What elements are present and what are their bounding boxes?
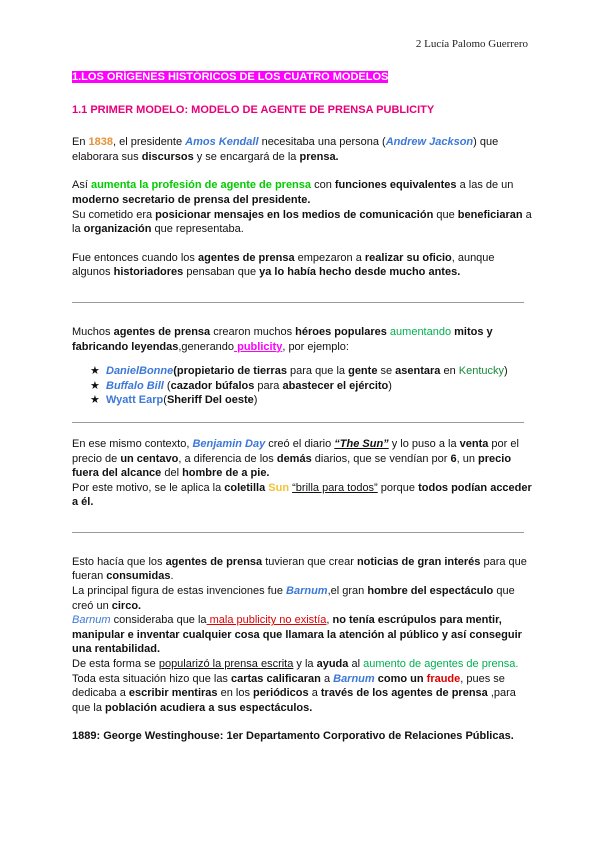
star-icon: ★ bbox=[90, 365, 100, 378]
paragraph-5: Muchos agentes de prensa crearon muchos héroes populares aumentando mitos y fabricando leyendas,generando publicity, por ejemplo: bbox=[72, 325, 493, 353]
paragraph-13: 1889: George Westinghouse: 1er Departamento Corporativo de Relaciones Públicas. bbox=[72, 730, 514, 743]
examples-list bbox=[72, 364, 532, 408]
paragraph-6: En ese mismo contexto, Benjamin Day creó el diario “The Sun” y lo puso a la venta por el precio de un centavo, a diferencia de los demás diarios, que se vendían por 6, un precio fuera del alcance del hombre de a pie. bbox=[72, 437, 519, 480]
list-item: ★ DanielBonne(propietario de tierras para que la gente se asentara en Kentucky) bbox=[90, 365, 508, 378]
header-author: 2 Lucía Palomo Guerrero bbox=[415, 38, 528, 50]
subsection-heading: 1.1 PRIMER MODELO: MODELO DE AGENTE DE PRENSA PUBLICITY bbox=[72, 103, 435, 116]
year-1838: 1838 bbox=[88, 136, 113, 149]
publicity-link: publicity bbox=[234, 340, 283, 353]
paragraph-8: Esto hacía que los agentes de prensa tuvieran que crear noticias de gran interés para que fueran consumidas. bbox=[72, 555, 527, 583]
paragraph-3: Su cometido era posicionar mensajes en los medios de comunicación que beneficiaran a la organización que representaba. bbox=[72, 208, 532, 236]
star-icon: ★ bbox=[90, 394, 100, 407]
paragraph-10: Barnum consideraba que la mala publicity no existía, no tenía escrúpulos para mentir, manipular e inventar cualquier cosa que llamara la atención al público y así conseguir una rentabilidad. bbox=[72, 614, 522, 656]
paragraph-7: Por este motivo, se le aplica la coletilla Sun “brilla para todos” porque todos podían acceder a él. bbox=[72, 481, 532, 509]
section-heading bbox=[72, 70, 532, 85]
paragraph-2: Así aumenta la profesión de agente de prensa con funciones equivalentes a las de un moderno secretario de prensa del presidente. bbox=[72, 179, 514, 206]
paragraph-11: De esta forma se popularizó la prensa escrita y la ayuda al aumento de agentes de prensa. bbox=[72, 658, 519, 671]
star-icon: ★ bbox=[90, 379, 100, 392]
paragraph-4: Fue entonces cuando los agentes de prensa empezaron a realizar su oficio, aunque algunos historiadores pensaban que ya lo había hecho desde mucho antes. bbox=[72, 251, 495, 279]
name-andrew-jackson: Andrew Jackson bbox=[385, 136, 474, 149]
list-item: ★ Wyatt Earp(Sheriff Del oeste) bbox=[90, 394, 258, 407]
paragraph-12: Toda esta situación hizo que las cartas calificaran a Barnum como un fraude, pues se dedicaba a escribir mentiras en los periódicos a través de los agentes de prensa ,para que la población acudiera a sus espectáculos. bbox=[72, 672, 516, 714]
name-amos-kendall: Amos Kendall bbox=[185, 136, 259, 149]
list-item: ★ Buffalo Bill (cazador búfalos para abastecer el ejército) bbox=[90, 379, 392, 392]
paragraph-1: En 1838, el presidente Amos Kendall necesitaba una persona (Andrew Jackson) que elaborara sus discursos y se encargará de la prensa. bbox=[72, 136, 499, 163]
document-body bbox=[72, 70, 532, 744]
section-heading-text: 1.LOS ORÍGENES HISTÓRICOS DE LOS CUATRO MODELOS bbox=[72, 71, 389, 83]
paragraph-9: La principal figura de estas invenciones fue Barnum,el gran hombre del espectáculo que creó un circo. bbox=[72, 585, 515, 612]
